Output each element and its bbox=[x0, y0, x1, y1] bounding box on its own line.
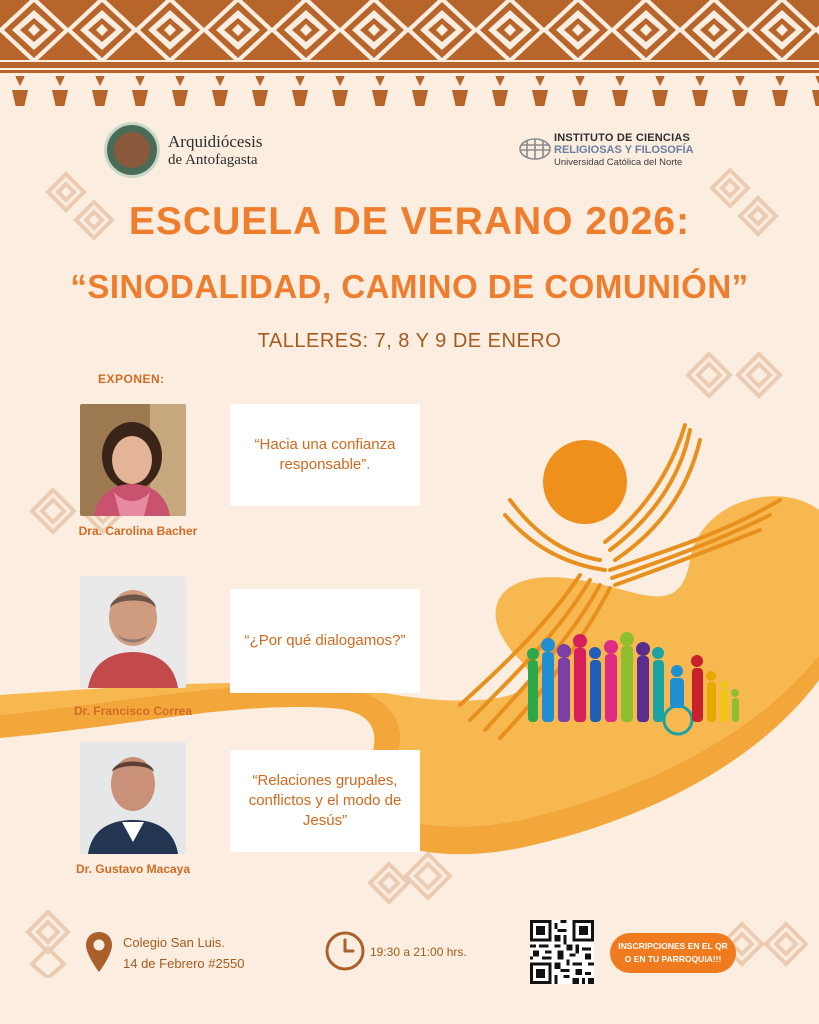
archdiocese-logo bbox=[104, 122, 304, 182]
speaker-photo-3 bbox=[80, 742, 186, 854]
speaker-photo-2 bbox=[80, 576, 186, 688]
venue-address: 14 de Febrero #2550 bbox=[123, 956, 245, 971]
institute-logo bbox=[518, 130, 728, 175]
institute-line-1: INSTITUTO DE CIENCIAS bbox=[554, 132, 691, 144]
clock-icon bbox=[324, 930, 366, 972]
archdiocese-name: Arquidiócesis bbox=[168, 132, 263, 151]
qr-code[interactable] bbox=[530, 920, 594, 984]
event-title: ESCUELA DE VERANO 2026: bbox=[128, 200, 691, 243]
registration-line-1: INSCRIPCIONES EN EL QR bbox=[618, 941, 728, 951]
decorative-banner bbox=[0, 0, 819, 108]
workshop-dates: TALLERES: 7, 8 Y 9 DE ENERO bbox=[257, 330, 562, 352]
registration-badge[interactable] bbox=[610, 933, 736, 973]
speaker-talk-1: “Hacia una confianza responsable”. bbox=[230, 404, 420, 506]
speaker-photo-1 bbox=[80, 404, 186, 516]
ornament-bottom-left bbox=[24, 908, 72, 978]
coliseum-icon bbox=[518, 136, 552, 162]
ornament-right-middle bbox=[684, 350, 784, 400]
event-theme: “SINODALIDAD, CAMINO DE COMUNIÓN” bbox=[70, 268, 749, 305]
speaker-name-2: Dr. Francisco Correa bbox=[73, 704, 193, 718]
institute-line-2: RELIGIOSAS Y FILOSOFÍA bbox=[554, 144, 694, 156]
registration-line-2: O EN TU PARROQUIA!!! bbox=[624, 954, 722, 964]
speakers-label: EXPONEN: bbox=[98, 372, 165, 386]
archdiocese-seal-icon bbox=[104, 122, 160, 178]
speaker-name-3: Dr. Gustavo Macaya bbox=[75, 862, 191, 876]
synod-illustration bbox=[430, 420, 810, 760]
archdiocese-city: de Antofagasta bbox=[168, 152, 258, 168]
speaker-talk-3: “Relaciones grupales, conflictos y el modo de Jesús” bbox=[230, 750, 420, 852]
location-pin-icon bbox=[84, 930, 114, 974]
speaker-name-1: Dra. Carolina Bacher bbox=[78, 524, 198, 538]
venue-name: Colegio San Luis. bbox=[123, 935, 225, 950]
speaker-talk-2: “¿Por qué dialogamos?” bbox=[230, 589, 420, 693]
institute-university: Universidad Católica del Norte bbox=[554, 157, 683, 168]
event-time: 19:30 a 21:00 hrs. bbox=[370, 945, 467, 959]
